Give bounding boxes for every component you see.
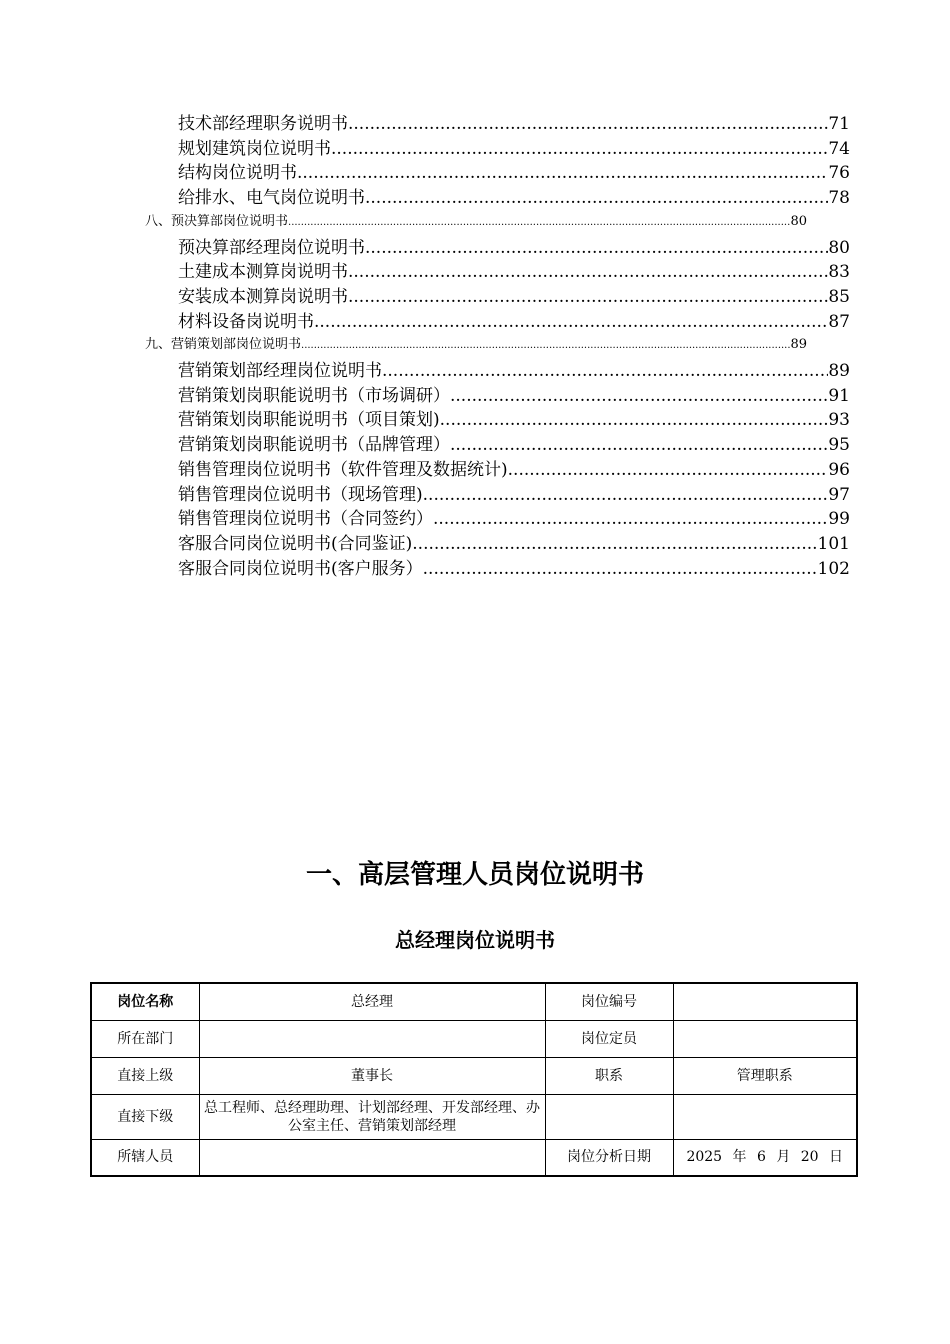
toc-dot-leader (297, 161, 828, 185)
toc-section-entry[interactable] (145, 211, 807, 233)
table-row (91, 1020, 857, 1057)
toc-dot-leader (508, 458, 829, 482)
toc-entry[interactable] (178, 161, 850, 185)
toc-dot-leader (301, 334, 790, 356)
job-info-table (90, 982, 858, 1177)
analysis-date-label: 岗位分析日期 (545, 1139, 673, 1176)
toc-page-number: 83 (828, 262, 850, 283)
toc-entry[interactable] (178, 137, 850, 161)
job-code-label: 岗位编号 (545, 983, 673, 1020)
empty-cell (673, 1094, 857, 1139)
toc-page-number: 74 (828, 138, 850, 159)
toc-page-number: 101 (817, 533, 850, 554)
staff-value (199, 1139, 545, 1176)
toc-entry-title: 营销策划岗职能说明书（项目策划) (178, 410, 440, 431)
toc-dot-leader (365, 236, 828, 260)
staff-label: 所辖人员 (91, 1139, 199, 1176)
toc-dot-leader (450, 384, 828, 408)
toc-page-number: 71 (828, 114, 850, 134)
toc-entry[interactable] (178, 285, 850, 309)
toc-entry[interactable] (178, 359, 850, 383)
toc-entry[interactable] (178, 458, 850, 482)
toc-page-number: 87 (828, 311, 850, 332)
toc-dot-leader (433, 507, 828, 531)
toc-page-number: 76 (828, 163, 850, 184)
toc-entry-title: 技术部经理职务说明书 (178, 114, 348, 134)
toc-entry-title: 营销策划部经理岗位说明书 (178, 361, 382, 381)
table-row (91, 1094, 857, 1139)
toc-entry[interactable] (178, 236, 850, 260)
toc-entry-title: 土建成本测算岗说明书 (178, 262, 348, 283)
direct-superior-label: 直接上级 (91, 1057, 199, 1094)
toc-dot-leader (440, 408, 829, 432)
toc-entry[interactable] (178, 112, 850, 136)
toc-entry[interactable] (178, 507, 850, 531)
job-name-value: 总经理 (199, 983, 545, 1020)
toc-entry[interactable] (178, 433, 850, 457)
toc-entry[interactable] (178, 310, 850, 334)
toc-dot-leader (450, 433, 828, 457)
toc-dot-leader (423, 557, 818, 581)
toc-page-number: 99 (828, 509, 850, 530)
toc-entry-title: 销售管理岗位说明书（软件管理及数据统计) (178, 459, 508, 480)
toc-entry-title: 材料设备岗说明书 (178, 311, 314, 332)
headcount-label: 岗位定员 (545, 1020, 673, 1057)
job-family-label: 职系 (545, 1057, 673, 1094)
toc-entry-title: 客服合同岗位说明书(客户服务） (178, 558, 423, 579)
toc-entry-title: 营销策划岗职能说明书（市场调研） (178, 385, 450, 406)
direct-subordinates-label: 直接下级 (91, 1094, 199, 1139)
toc-section-entry[interactable] (145, 334, 807, 356)
toc-entry-title: 营销策划岗职能说明书（品牌管理） (178, 435, 450, 456)
job-code-value (673, 983, 857, 1020)
toc-page-number: 91 (828, 385, 850, 406)
toc-entry[interactable] (178, 532, 850, 556)
department-label: 所在部门 (91, 1020, 199, 1057)
toc-entry[interactable] (178, 483, 850, 507)
toc-entry-title: 结构岗位说明书 (178, 163, 297, 184)
job-name-label: 岗位名称 (91, 983, 199, 1020)
toc-page-number: 93 (828, 410, 850, 431)
toc-dot-leader (423, 483, 829, 507)
toc-entry-title: 安装成本测算岗说明书 (178, 286, 348, 307)
toc-entry-title: 给排水、电气岗位说明书 (178, 188, 365, 209)
toc-entry-title: 预决算部经理岗位说明书 (178, 237, 365, 258)
toc-entry[interactable] (178, 557, 850, 581)
toc-page-number: 102 (817, 558, 850, 579)
direct-subordinates-value: 总工程师、总经理助理、计划部经理、开发部经理、办公室主任、营销策划部经理 (199, 1094, 545, 1139)
toc-entry-title: 九、营销策划部岗位说明书 (145, 337, 302, 353)
toc-page-number: 85 (828, 286, 850, 307)
toc-entry[interactable] (178, 384, 850, 408)
toc-page-number: 96 (828, 459, 850, 480)
direct-superior-value: 董事长 (199, 1057, 545, 1094)
table-row (91, 1057, 857, 1094)
table-row (91, 983, 857, 1020)
analysis-date-value: 2025 年 6 月 20 日 (673, 1139, 857, 1176)
toc-page-number: 89 (828, 361, 850, 381)
toc-page-number: 95 (828, 435, 850, 456)
toc-entry-title: 客服合同岗位说明书(合同鉴证) (178, 533, 413, 554)
toc-entry[interactable] (178, 260, 850, 284)
job-family-value: 管理职系 (673, 1057, 857, 1094)
toc-page-number: 97 (828, 484, 850, 505)
empty-cell (545, 1094, 673, 1139)
toc-dot-leader (314, 310, 828, 334)
toc-entry-title: 销售管理岗位说明书（现场管理) (178, 484, 423, 505)
toc-dot-leader (348, 260, 828, 284)
toc-entry[interactable] (178, 408, 850, 432)
toc-dot-leader (348, 112, 828, 136)
table-row (91, 1139, 857, 1176)
headcount-value (673, 1020, 857, 1057)
toc-dot-leader (365, 186, 828, 210)
toc-dot-leader (348, 285, 828, 309)
toc-entry-title: 销售管理岗位说明书（合同签约） (178, 509, 433, 530)
toc-dot-leader (382, 359, 828, 383)
toc-dot-leader (288, 211, 790, 233)
toc-dot-leader (412, 532, 817, 556)
document-title: 总经理岗位说明书 (395, 928, 555, 952)
section-title: 一、高层管理人员岗位说明书 (305, 860, 644, 890)
toc-entry-title: 规划建筑岗位说明书 (178, 138, 331, 159)
toc-page-number: 78 (828, 188, 850, 209)
toc-dot-leader (331, 137, 828, 161)
department-value (199, 1020, 545, 1057)
toc-page-number: 80 (790, 213, 807, 229)
toc-page-number: 80 (828, 237, 850, 258)
toc-entry[interactable] (178, 186, 850, 210)
toc-entry-title: 八、预决算部岗位说明书 (145, 213, 289, 229)
toc-page-number: 89 (790, 337, 807, 353)
